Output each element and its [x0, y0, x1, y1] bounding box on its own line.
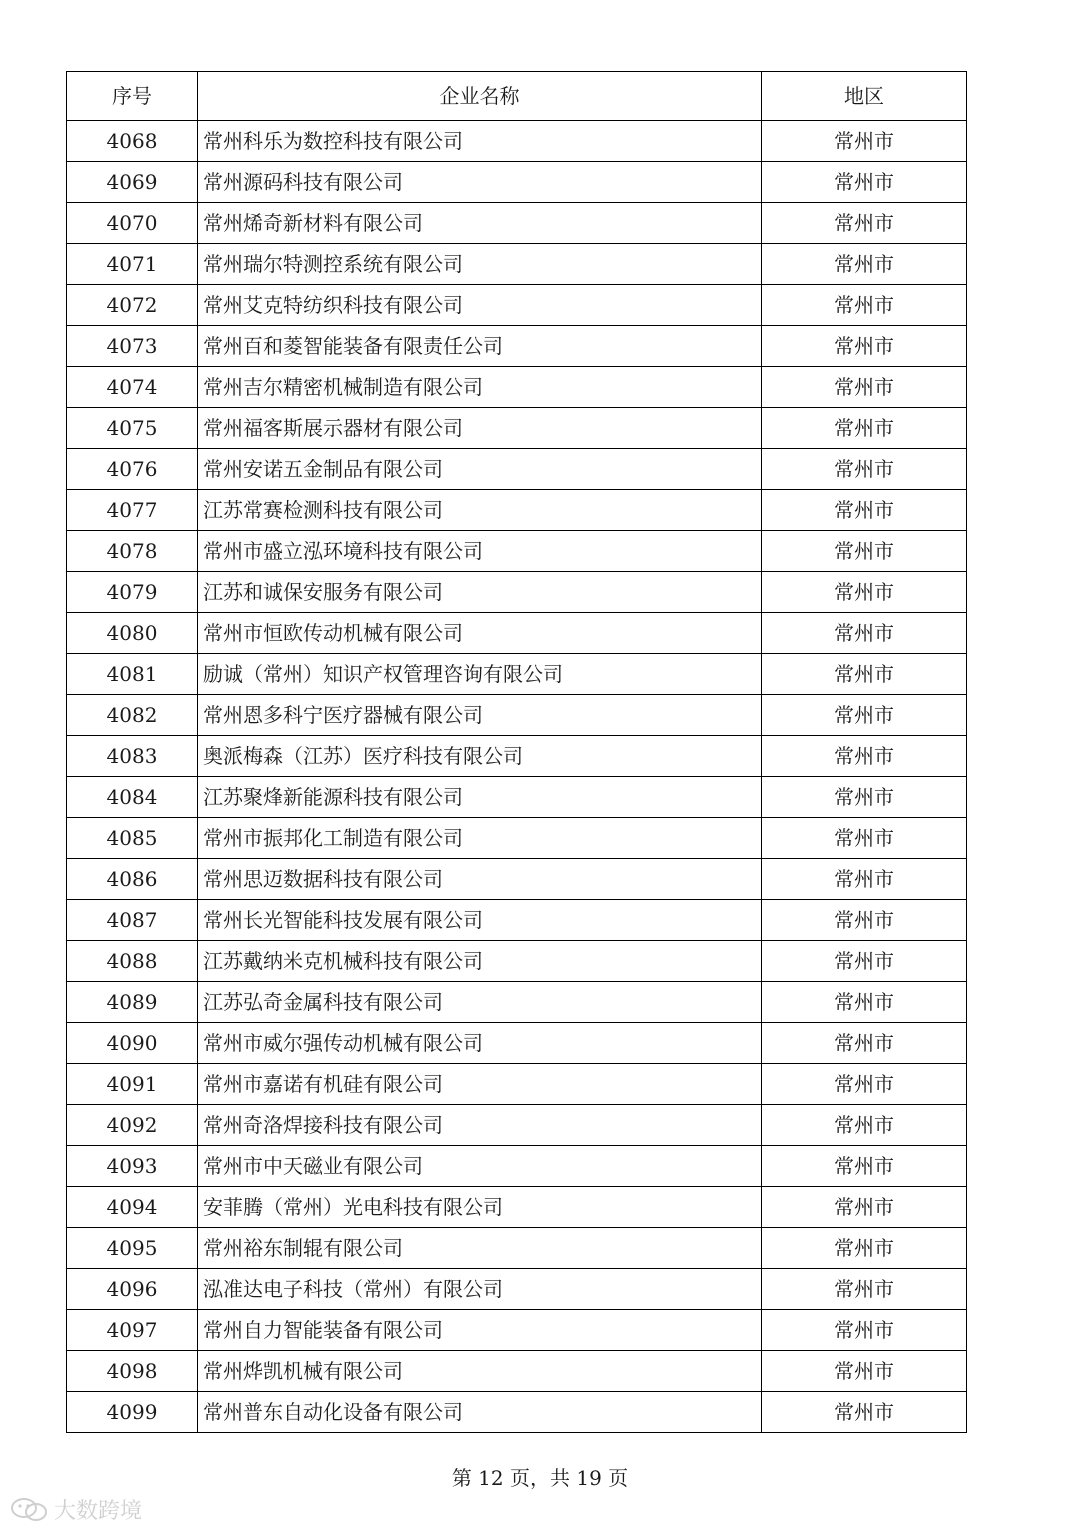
row-index: 4073: [67, 326, 198, 367]
table-row: [67, 736, 967, 777]
row-region: 常州市: [762, 613, 967, 654]
watermark-text: 大数跨境: [54, 1499, 143, 1524]
table-row: [67, 1023, 967, 1064]
table-row: [67, 1187, 967, 1228]
table-row: [67, 1105, 967, 1146]
row-index: 4070: [67, 203, 198, 244]
row-company-name: 常州市中天磁业有限公司: [198, 1146, 762, 1187]
row-index: 4094: [67, 1187, 198, 1228]
row-company-name: 常州源码科技有限公司: [198, 162, 762, 203]
row-company-name: 常州百和菱智能装备有限责任公司: [198, 326, 762, 367]
row-index: 4079: [67, 572, 198, 613]
row-region: 常州市: [762, 736, 967, 777]
row-region: 常州市: [762, 859, 967, 900]
row-company-name: 常州烨凯机械有限公司: [198, 1351, 762, 1392]
row-index: 4076: [67, 449, 198, 490]
row-region: 常州市: [762, 121, 967, 162]
row-index: 4081: [67, 654, 198, 695]
table-row: [67, 285, 967, 326]
row-index: 4096: [67, 1269, 198, 1310]
table-row: [67, 941, 967, 982]
row-region: 常州市: [762, 244, 967, 285]
row-company-name: 常州恩多科宁医疗器械有限公司: [198, 695, 762, 736]
row-company-name: 奥派梅森（江苏）医疗科技有限公司: [198, 736, 762, 777]
row-region: 常州市: [762, 326, 967, 367]
row-company-name: 常州市恒欧传动机械有限公司: [198, 613, 762, 654]
table-row: [67, 900, 967, 941]
row-region: 常州市: [762, 1064, 967, 1105]
header-region: 地区: [762, 72, 967, 121]
row-company-name: 常州科乐为数控科技有限公司: [198, 121, 762, 162]
row-company-name: 励诚（常州）知识产权管理咨询有限公司: [198, 654, 762, 695]
table-row: [67, 982, 967, 1023]
row-region: 常州市: [762, 1351, 967, 1392]
row-index: 4078: [67, 531, 198, 572]
table-row: [67, 244, 967, 285]
row-region: 常州市: [762, 1187, 967, 1228]
row-region: 常州市: [762, 1269, 967, 1310]
row-company-name: 安菲腾（常州）光电科技有限公司: [198, 1187, 762, 1228]
row-company-name: 江苏和诚保安服务有限公司: [198, 572, 762, 613]
enterprise-table: [66, 71, 967, 1433]
row-index: 4085: [67, 818, 198, 859]
row-region: 常州市: [762, 777, 967, 818]
table-row: [67, 408, 967, 449]
row-region: 常州市: [762, 1023, 967, 1064]
table-row: [67, 162, 967, 203]
row-region: 常州市: [762, 900, 967, 941]
row-index: 4080: [67, 613, 198, 654]
row-company-name: 江苏聚烽新能源科技有限公司: [198, 777, 762, 818]
row-company-name: 常州裕东制辊有限公司: [198, 1228, 762, 1269]
row-index: 4087: [67, 900, 198, 941]
row-company-name: 江苏常赛检测科技有限公司: [198, 490, 762, 531]
row-company-name: 常州奇洛焊接科技有限公司: [198, 1105, 762, 1146]
header-index: 序号: [67, 72, 198, 121]
row-company-name: 常州安诺五金制品有限公司: [198, 449, 762, 490]
row-region: 常州市: [762, 941, 967, 982]
page-number: 第 12 页，共 19 页: [451, 1466, 629, 1490]
row-index: 4075: [67, 408, 198, 449]
row-region: 常州市: [762, 490, 967, 531]
table-row: [67, 654, 967, 695]
table-row: [67, 777, 967, 818]
row-index: 4069: [67, 162, 198, 203]
watermark: [10, 1494, 142, 1525]
row-region: 常州市: [762, 1146, 967, 1187]
row-index: 4092: [67, 1105, 198, 1146]
row-index: 4086: [67, 859, 198, 900]
row-region: 常州市: [762, 203, 967, 244]
table-row: [67, 1310, 967, 1351]
table-row: [67, 613, 967, 654]
table-row: [67, 121, 967, 162]
row-region: 常州市: [762, 572, 967, 613]
row-company-name: 常州烯奇新材料有限公司: [198, 203, 762, 244]
row-index: 4082: [67, 695, 198, 736]
row-index: 4088: [67, 941, 198, 982]
header-company-name: 企业名称: [198, 72, 762, 121]
row-index: 4089: [67, 982, 198, 1023]
row-region: 常州市: [762, 1228, 967, 1269]
row-region: 常州市: [762, 982, 967, 1023]
row-region: 常州市: [762, 449, 967, 490]
row-company-name: 常州长光智能科技发展有限公司: [198, 900, 762, 941]
row-company-name: 常州市威尔强传动机械有限公司: [198, 1023, 762, 1064]
row-company-name: 江苏戴纳米克机械科技有限公司: [198, 941, 762, 982]
row-region: 常州市: [762, 285, 967, 326]
row-company-name: 常州自力智能装备有限公司: [198, 1310, 762, 1351]
row-company-name: 常州普东自动化设备有限公司: [198, 1392, 762, 1433]
row-company-name: 常州艾克特纺织科技有限公司: [198, 285, 762, 326]
table-row: [67, 1269, 967, 1310]
row-index: 4068: [67, 121, 198, 162]
row-region: 常州市: [762, 531, 967, 572]
table-row: [67, 859, 967, 900]
row-company-name: 常州市振邦化工制造有限公司: [198, 818, 762, 859]
row-index: 4099: [67, 1392, 198, 1433]
row-company-name: 江苏弘奇金属科技有限公司: [198, 982, 762, 1023]
row-index: 4077: [67, 490, 198, 531]
table-body: [67, 121, 967, 1433]
row-region: 常州市: [762, 818, 967, 859]
table-row: [67, 572, 967, 613]
table-row: [67, 1228, 967, 1269]
row-index: 4098: [67, 1351, 198, 1392]
row-index: 4090: [67, 1023, 198, 1064]
table-row: [67, 818, 967, 859]
row-index: 4095: [67, 1228, 198, 1269]
row-region: 常州市: [762, 695, 967, 736]
row-region: 常州市: [762, 408, 967, 449]
row-region: 常州市: [762, 654, 967, 695]
table-row: [67, 531, 967, 572]
table-row: [67, 367, 967, 408]
row-region: 常州市: [762, 1310, 967, 1351]
table-row: [67, 449, 967, 490]
row-company-name: 常州思迈数据科技有限公司: [198, 859, 762, 900]
table-row: [67, 1392, 967, 1433]
row-index: 4093: [67, 1146, 198, 1187]
row-index: 4083: [67, 736, 198, 777]
row-region: 常州市: [762, 367, 967, 408]
row-company-name: 常州市盛立泓环境科技有限公司: [198, 531, 762, 572]
table-row: [67, 1351, 967, 1392]
row-company-name: 常州瑞尔特测控系统有限公司: [198, 244, 762, 285]
row-index: 4097: [67, 1310, 198, 1351]
row-index: 4071: [67, 244, 198, 285]
row-company-name: 常州吉尔精密机械制造有限公司: [198, 367, 762, 408]
row-index: 4072: [67, 285, 198, 326]
table-row: [67, 326, 967, 367]
row-region: 常州市: [762, 1392, 967, 1433]
table-row: [67, 1146, 967, 1187]
row-index: 4074: [67, 367, 198, 408]
table-row: [67, 490, 967, 531]
table-row: [67, 203, 967, 244]
row-company-name: 泓准达电子科技（常州）有限公司: [198, 1269, 762, 1310]
table-row: [67, 1064, 967, 1105]
table-row: [67, 695, 967, 736]
wechat-logo-icon: [10, 1497, 50, 1523]
table-header-row: [67, 72, 967, 121]
row-index: 4091: [67, 1064, 198, 1105]
row-region: 常州市: [762, 1105, 967, 1146]
row-region: 常州市: [762, 162, 967, 203]
row-company-name: 常州市嘉诺有机硅有限公司: [198, 1064, 762, 1105]
row-index: 4084: [67, 777, 198, 818]
row-company-name: 常州福客斯展示器材有限公司: [198, 408, 762, 449]
